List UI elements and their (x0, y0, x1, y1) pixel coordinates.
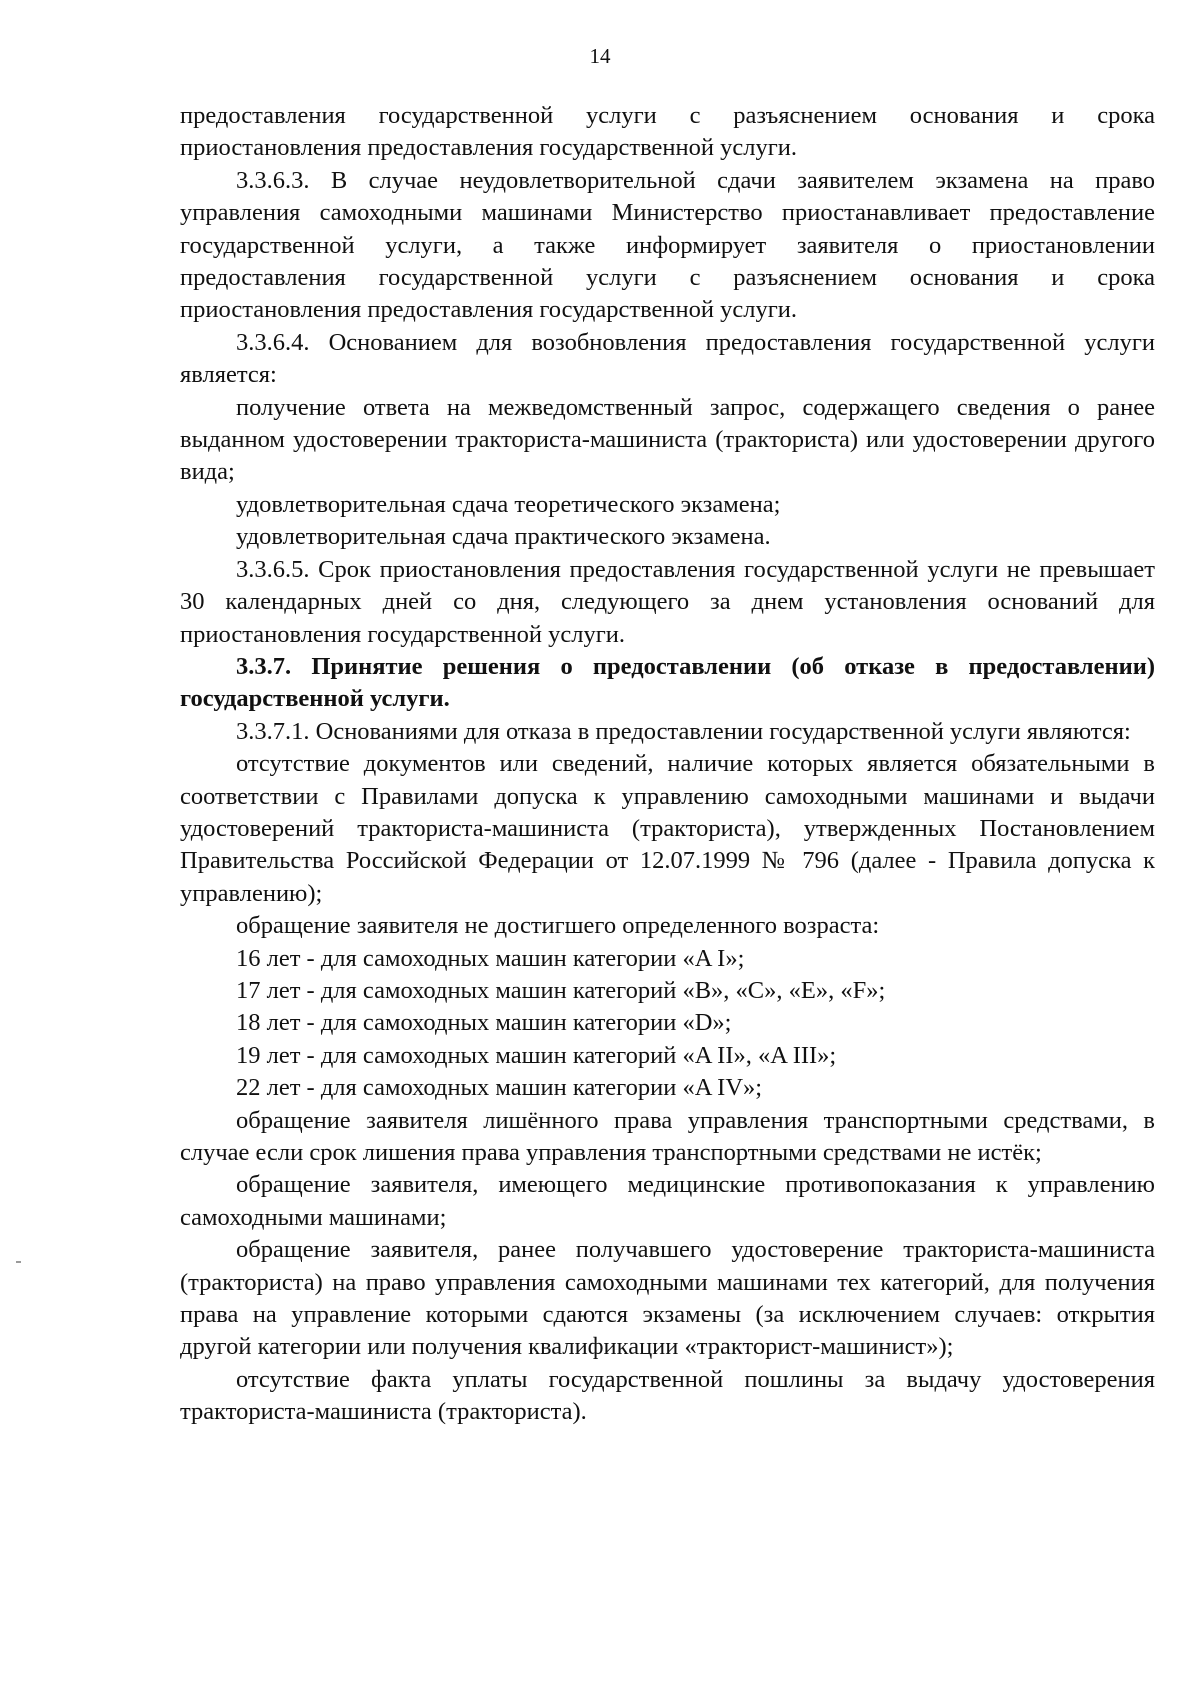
list-item-interagency-response: получение ответа на межведомственный запрос, содержащего сведения о ранее выданном удостоверении тракториста-машиниста (тракториста) или удостоверении другого вида; (180, 393, 1155, 486)
section-heading-3-3-7: 3.3.7. Принятие решения о предоставлении (об отказе в предоставлении) государственной услуги. (180, 652, 1155, 713)
age-item-16: 16 лет - для самоходных машин категории «A I»; (236, 944, 745, 972)
document-body (180, 100, 1155, 1429)
paragraph-3-3-6-3: 3.3.6.3. В случае неудовлетворительной сдачи заявителем экзамена на право управления самоходными машинами Министерство приостанавливает предоставление государственной услуги, а также информирует заявителя о приостановлении предоставления государственной услуги с разъяснением основания и срока приостановления предоставления государственной услуги. (180, 166, 1155, 324)
list-item-missing-documents: отсутствие документов или сведений, наличие которых является обязательными в соответствии с Правилами допуска к управлению самоходными машинами и выдачи удостоверений тракториста-машиниста (тракториста), утвержденных Постановлением Правительства Российской Федерации от 12.07.1999 № 796 (далее - Правила допуска к управлению); (180, 750, 1155, 907)
age-item-17: 17 лет - для самоходных машин категорий «B», «C», «E», «F»; (236, 976, 886, 1004)
paragraph-continuation: предоставления государственной услуги с разъяснением основания и срока приостановления предоставления государственной услуги. (180, 102, 1155, 162)
paragraph-3-3-6-4: 3.3.6.4. Основанием для возобновления предоставления государственной услуги является: (180, 328, 1155, 389)
paragraph-3-3-7-1: 3.3.7.1. Основаниями для отказа в предоставлении государственной услуги являются: (236, 717, 1131, 745)
page-number: 14 (589, 44, 611, 68)
paragraph-3-3-6-5: 3.3.6.5. Срок приостановления предоставления государственной услуги не превышает 30 календарных дней со дня, следующего за днем установления оснований для приостановления государственной услуги. (180, 555, 1155, 648)
list-item-previously-licensed: обращение заявителя, ранее получавшего удостоверение тракториста-машиниста (тракториста) на право управления самоходными машинами тех категорий, для получения права на управление которыми сдаются экзамены (за исключением случаев: открытия другой категории или получения квалификации «тракторист-машинист»); (180, 1236, 1155, 1361)
list-item-license-revoked: обращение заявителя лишённого права управления транспортными средствами, в случае если срок лишения права управления транспортными средствами не истёк; (180, 1106, 1155, 1166)
age-item-22: 22 лет - для самоходных машин категории «A IV»; (236, 1074, 763, 1102)
scan-mark (16, 1261, 21, 1263)
age-item-18: 18 лет - для самоходных машин категории «D»; (236, 1009, 732, 1037)
age-item-19: 19 лет - для самоходных машин категорий «A II», «A III»; (236, 1041, 837, 1069)
list-item-practical-exam: удовлетворительная сдача практического экзамена. (236, 523, 771, 551)
list-item-medical-contraindications: обращение заявителя, имеющего медицинские противопоказания к управлению самоходными машинами; (180, 1171, 1155, 1231)
list-item-theory-exam: удовлетворительная сдача теоретического экзамена; (236, 490, 781, 518)
list-item-fee-not-paid: отсутствие факта уплаты государственной пошлины за выдачу удостоверения тракториста-машиниста (тракториста). (180, 1365, 1155, 1426)
list-item-age-requirement: обращение заявителя не достигшего определенного возраста: (236, 912, 880, 940)
